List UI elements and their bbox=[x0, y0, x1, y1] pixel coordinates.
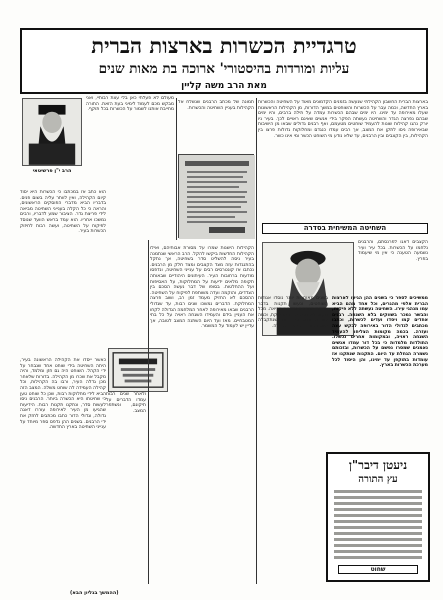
column-middle bbox=[150, 246, 254, 582]
section-header: השחיטה המשיחית בסדרה bbox=[262, 223, 428, 234]
ad-text-lines bbox=[334, 490, 422, 559]
column-text: הוא כתב אז במכתבו כי הכשרות היא יסוד קיום הקהילה, ואין לוותר עליה בשום פנים. בדבריו הביא מדברי הפוסקים הראשונים, והראה כי כל הקלה בענייני השחיטה מביאה לידי פריצת גדר. הציבור שמע לדבריו, ורבים נמשכו אחריו. הוא עמד בראש הוועד שנוסד לפיקוח על השחיטה, ועשה רבות לחיזוק הכשרות בעיר. bbox=[20, 190, 106, 235]
column-right-top bbox=[258, 100, 428, 218]
ad-subtitle: עץ התורה bbox=[358, 474, 398, 485]
column-left-middle bbox=[20, 190, 106, 358]
column-text: ממשיכים לספר כי בשנים ההן הגיעו לארצות הברית אלפי מהגרים, וכל אחד מהם הביא עמו מנהגי עירו. השחיטה נעשתה ללא פיקוח, והבשר נמכר בשווקים בלא השגחה. רבנים אחדים קמו ויסדו ועדים לכשרות, וכתבו מכתבים לגדולי הדור באירופה לבקש עצה ועזרה. בכמה מקומות הצליחו להעמיד השגחה ראויה, ובמקומות אחרים נכשלו. התולדות מלמדות כי בכל דור עמדו אנשים נאמנים שמסרו נפשם על הכשרות, ובזכותם נשמרה הגחלת עד היום. התקנות שנתקנו אז עומדות בתוקפן עד ימינו, והן היסוד לכל מערכת הכשרות בארץ. bbox=[332, 296, 428, 369]
column-center-top bbox=[178, 100, 254, 150]
column-left-bottom bbox=[20, 358, 106, 580]
column-text: הקצבים דאגו לפרנסתם, והרבנים נלחמו על הכשרות. בכל עיר ועיר נשמעה הטענה כי אין מי שיעמוד בפרץ. bbox=[358, 240, 428, 262]
column-text: הקהילות הישנות שמרו על מסורת אבותיהם, ואילו הקהילות החדשות ביקשו להקל. הרב הראשי שנתמנה בעיר ניסה להשליט סדר בשחיטה, אך נתקל בהתנגדות עזה מצד הקצבים ומצד חלק מן הרבנים. נכתבו אז קונטרסים רבים על ענייני השחיטה, ונדפסו מודעות ברחובות העיר. העיתונים היהודיים שבאותה תקופה מלאים ידיעות על המחלוקות, על האסיפות ועל ההחלטות. בסופו של דבר נעשה הסכם בין הצדדים, והוקמה ועדה משותפת לפיקוח על השחיטה. ההסכם לא החזיק מעמד זמן רב, ושוב פרצה המחלוקת. הדברים נמשכו שנים רבות, עד שגדולי הרבנים שבאו מאירופה לאחר המלחמה הגדולה לקחו את העניין בידם והעמידו השגחה ראויה על כל בתי המטבחיים. מאז ועד היום השתנה המצב לטובה, אך עדיין יש לעמוד על המשמר. bbox=[150, 246, 254, 330]
continued-note: (ההמשך בגליון הבא) bbox=[70, 590, 119, 596]
article-headline: טרגדיית הכשרות בארצות הברית bbox=[91, 34, 357, 58]
headline-box bbox=[20, 28, 428, 94]
book-advertisement bbox=[326, 452, 430, 582]
article-byline: מאת הרב משה קליין bbox=[181, 81, 267, 91]
document-scan bbox=[179, 155, 255, 239]
article-subheadline: עליות ומורדות בהיסטורי' ארוכה בת מאות שנים bbox=[98, 61, 350, 77]
portrait-caption: הרב י"ן פרשיטאי bbox=[32, 168, 72, 174]
column-divider bbox=[256, 98, 257, 584]
rabbi-portrait-left bbox=[22, 98, 82, 166]
column-text: כאשר ייסדו את הקהילה הראשונה בעיר, היתה השחיטה בידי שוחט אחד שנבחר על ידי הקהל. השוחט היה גם חזן ומלמד, והיה מקבל את שכרו מן הקהילה. בדורות שלאחר מכן גדלה העיר, ורבו בה הקהילות, וכל קהילה העמידה לה שוחט משלה. המצב הזה הביא לידי מחלוקות רבות, שכן כל שוחט טען כי שחיטתו היא הכשרה ביותר. הרבנים ניסו לעשות סדר, ונתקנו תקנות רבות. הידיעות שהגיעו מן העיר לאירופה עוררו דאגה גדולה, וגדולי הדור כתבו מכתבים לחזק את ידי הרבנים. בשנים ההן נדפס ספר מיוחד על ענייני השחיטה בארץ החדשה. bbox=[20, 358, 106, 431]
ad-footer: שחוט bbox=[338, 565, 418, 574]
column-left-narrow bbox=[106, 392, 146, 582]
column-right-inner bbox=[258, 296, 328, 450]
column-divider bbox=[148, 240, 149, 584]
column-text: מעולם לא פעלתי כאן בלי עצת רבותיי, ואני מבקש מכם לעמוד לימיני בעת הזאת. התורה מחייבת אותנו לשמור על הכשרות בכל תוקף. bbox=[86, 96, 174, 113]
column-text: תמונה של מכתב הרבנים שנשלח אל הקהילות בעניין השחיטה והכשרות. bbox=[178, 100, 254, 111]
ad-title: ניעטן דיבר"ן bbox=[348, 458, 408, 472]
letter-document-image bbox=[178, 154, 254, 238]
column-divider bbox=[176, 98, 177, 240]
portrait-image bbox=[23, 99, 81, 165]
column-right-main bbox=[332, 296, 428, 440]
column-text: ולאחר שנים רבות עמדו הדברים על תיקונם, ונשתפר המצב. bbox=[106, 392, 146, 414]
column-text: בשנים מאוחרות יותר נוסדו אגודות השוחטים, ונעשו תקנות בדבר בדיקת הסכינים ובדיקת הריאה. מכל מקום לא נסתיימה המחלוקת, וכמה עשרות שנים עברו עד שנתקבלה השגחה אחידה בעיר הגדולה. bbox=[258, 296, 328, 329]
column-right-short bbox=[358, 240, 428, 292]
column-text: בארצות הברית החשבון הקהילתי שנעשה בזמנים הקדמונים מאוד על השחיטה והכשרות בארץ החדשה, וכמה עבר על הכשרות והשוחטים במשך הדורות, מן הקהילות הראשונות שעלו מאירופה עד ימינו. היו ימים שבהם הכשרות עמדה על תילה ברבים, והיו ימים שבהם נפרצה הגדר והשחיטה נעשתה הפקר בידי אנשים שאינם ראויים לכך. בעיר ניו יורק נהגו קהילות שונות להעמיד שוחטים מטעמם, ואף רבנים גדולים שבאו מן הישיבות שבאירופה ניסו לתקן את המצב, אך רבים עמדו כנגדם ומחלוקות גדולות פרצו בין הקהילות, בין הקצבים ובין הרבנים, עד שלא נודע מי השוחט הכשר ומי אינו כשר. bbox=[258, 100, 428, 139]
